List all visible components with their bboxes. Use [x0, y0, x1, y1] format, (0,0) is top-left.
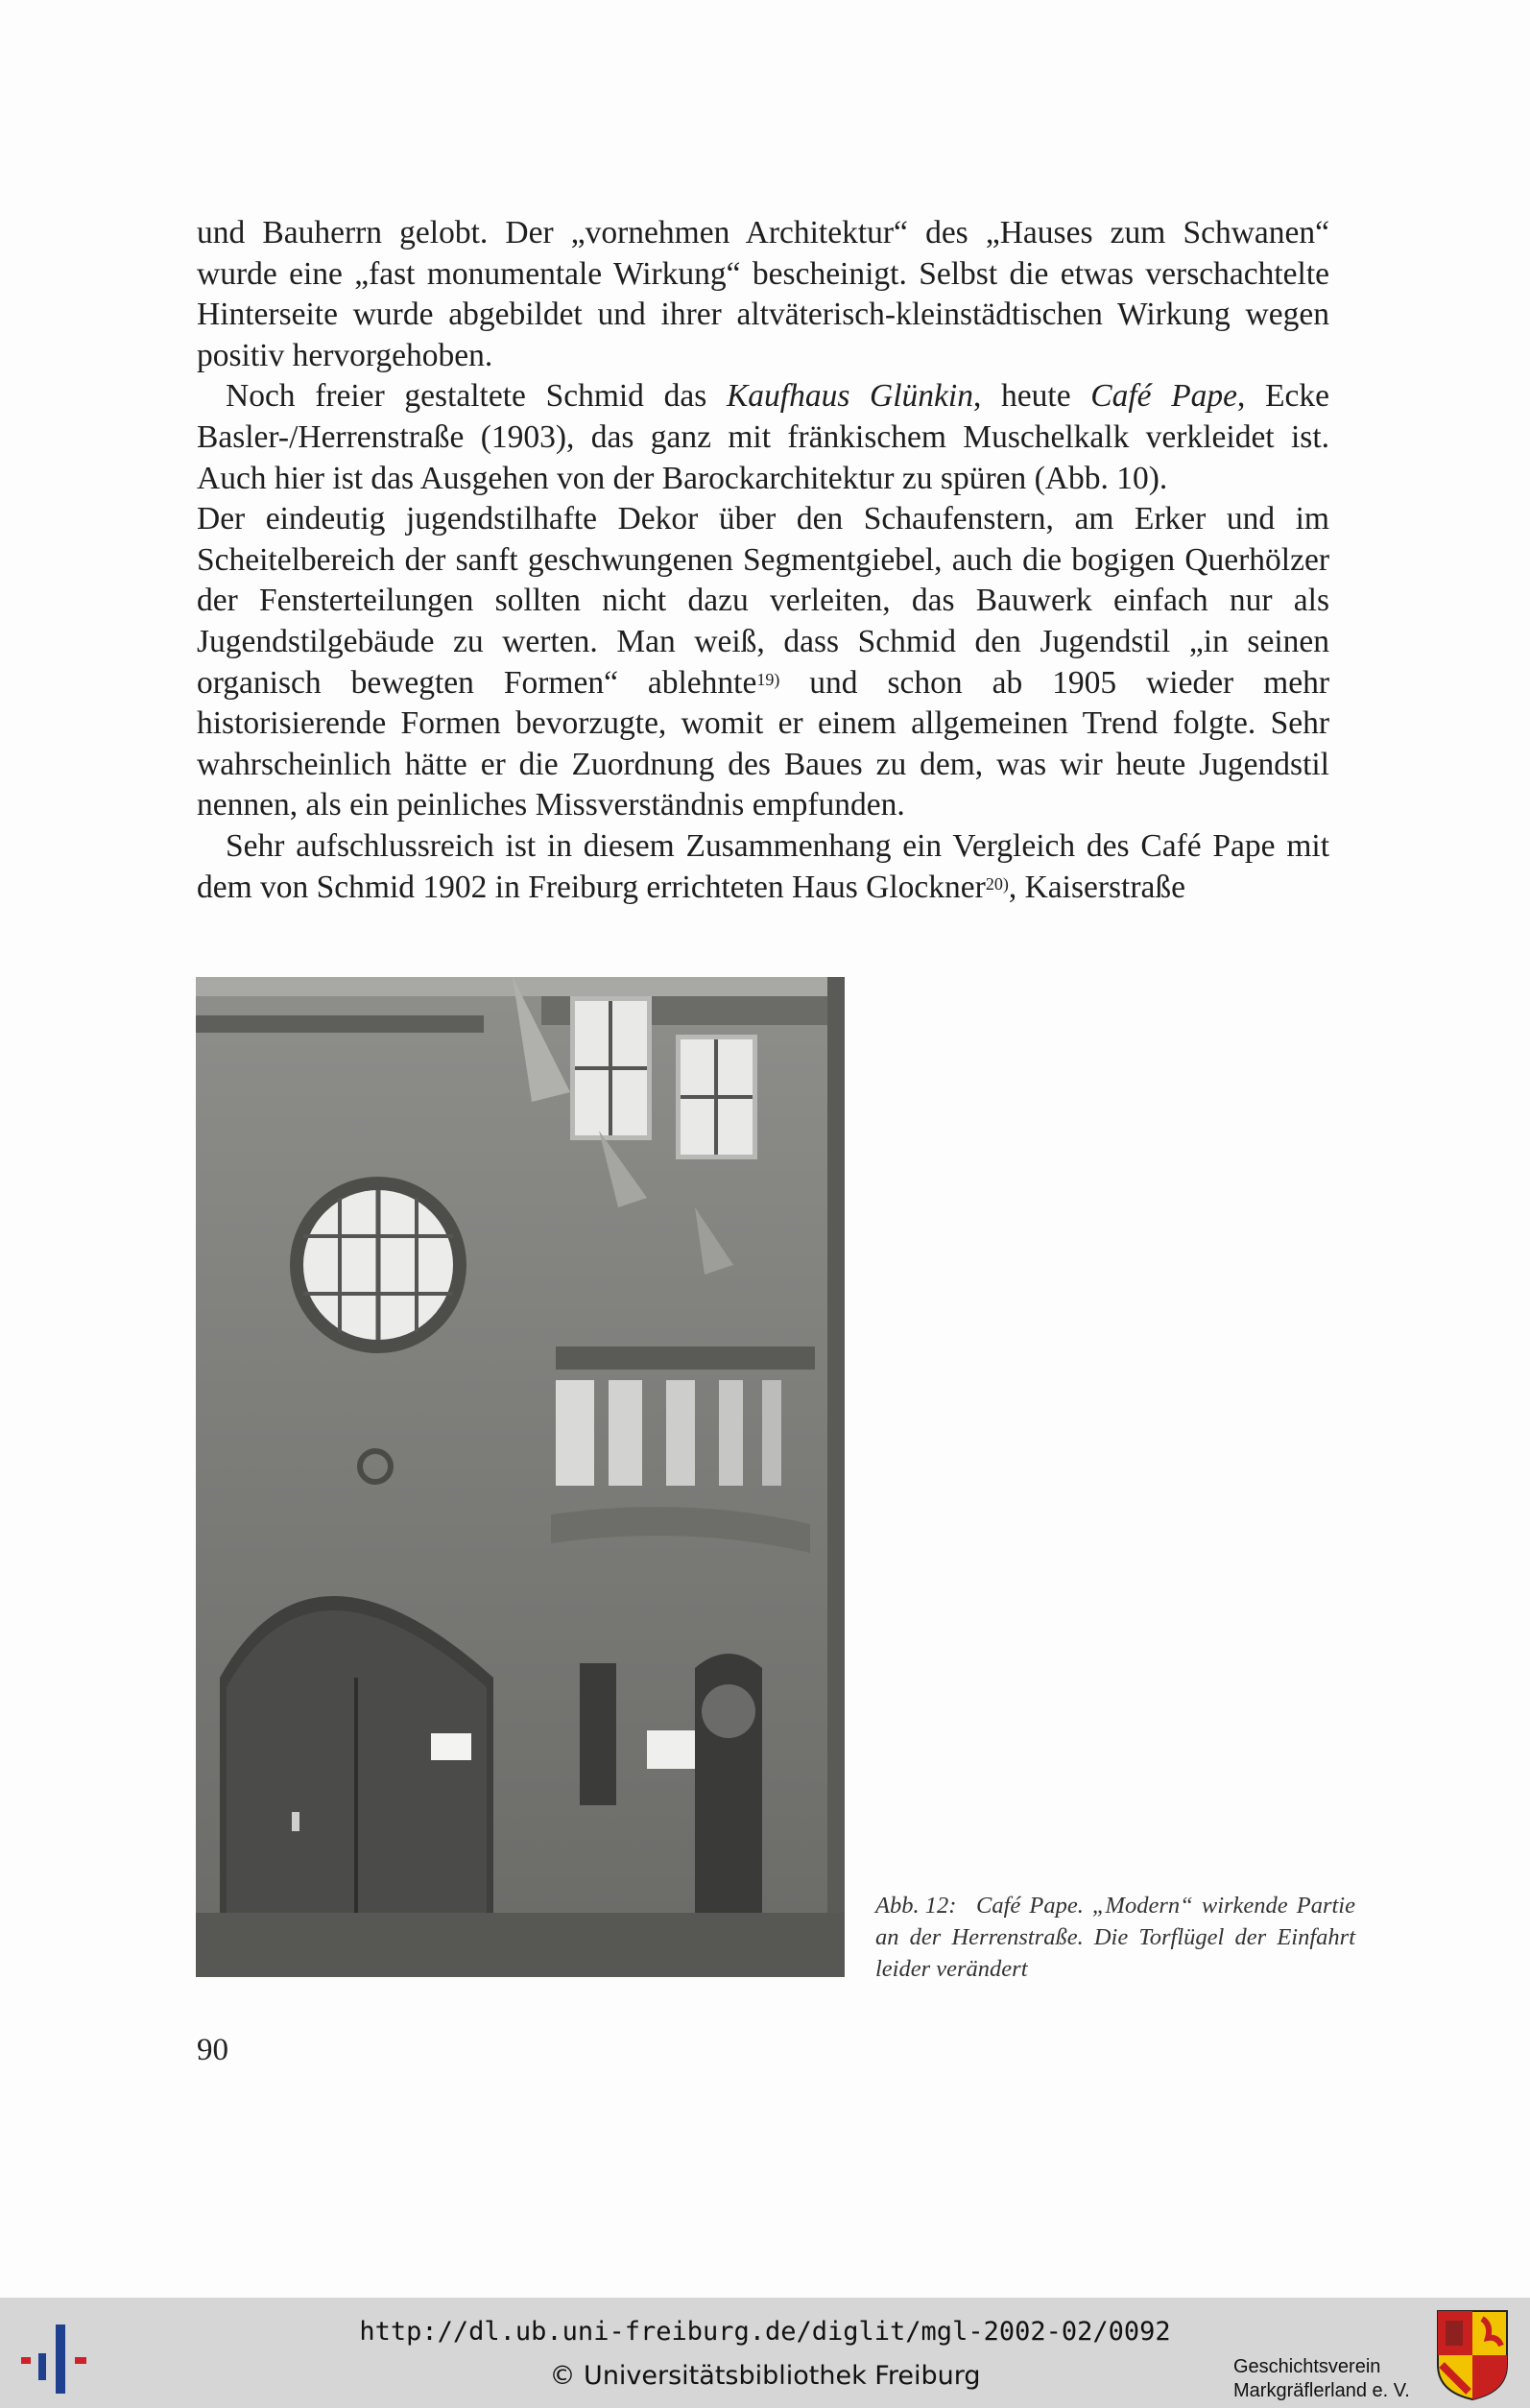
paragraph-4-text-b: , Kaiserstraße [1008, 869, 1185, 905]
paragraph-3-text-b: und schon ab 1905 wieder mehr historisierende Formen bevorzugte, womit er einem allgemeinen Trend folgte. Sehr wahrscheinlich hätte er die Zuordnung des Baues zu dem, was wir heute Jugendstil nennen, als ein peinliches Missverständnis empfunden. [197, 664, 1329, 823]
figure-caption [875, 1890, 1355, 1985]
caption-label: Abb. 12: [875, 1893, 957, 1919]
society-name-line-2: Markgräflerland e. V. [1233, 2380, 1410, 2401]
paragraph-4 [197, 826, 1329, 908]
paragraph-2 [197, 376, 1329, 499]
footnote-ref-20: 20) [985, 873, 1009, 894]
footnote-ref-19: 19) [756, 669, 780, 689]
caption-text: Café Pape. „Modern“ wirkende Partie an der Herrenstraße. Die Torflügel der Einfahrt leider verändert [875, 1893, 1355, 1982]
paragraph-3-text-a: Der eindeutig jugendstilhafte Dekor über den Schaufenstern, am Erker und im Scheitelbereich der sanft geschwungenen Segmentgiebel, auch die bogigen Querhölzer der Fensterteilungen sollten nicht dazu verleiten, das Bauwerk einfach nur als Jugendstilgebäude zu werten. Man weiß, dass Schmid den Jugendstil „in seinen organisch bewegten Formen“ ablehnte [197, 501, 1329, 701]
paragraph-4-text-a: Sehr aufschlussreich ist in diesem Zusammenhang ein Vergleich des Café Pape mit dem von Schmid 1902 in Freiburg errichteten Haus Glockner [197, 827, 1329, 905]
paragraph-2-text-c: , Ecke Basler-/Herrenstraße (1903), das ganz mit fränkischem Muschelkalk verkleidet ist. Auch hier ist das Ausgehen von der Barockarchitektur zu spüren (Abb. 10). [197, 378, 1330, 496]
society-name [1233, 2355, 1410, 2403]
paragraph-1-text: und Bauherrn gelobt. Der „vornehmen Architektur“ des „Hauses zum Schwanen“ wurde eine „fast monumentale Wirkung“ bescheinigt. Selbst die etwas verschachtelte Hinterseite wurde abgebildet und ihrer altväterisch-kleinstädtischen Wirkung wegen positiv hervorgehoben. [197, 215, 1329, 373]
library-copyright: © Universitätsbibliothek Freiburg [549, 2361, 981, 2391]
kaufhaus-name: Kaufhaus Glünkin [726, 378, 973, 415]
paragraph-3 [197, 499, 1329, 826]
document-url-link[interactable]: http://dl.ub.uni-freiburg.de/diglit/mgl-2002-02/0092 [359, 2317, 1171, 2347]
cafe-name: Café Pape [1090, 378, 1238, 415]
paragraph-2-text-a: Noch freier gestaltete Schmid das [226, 378, 727, 415]
society-name-line-1: Geschichtsverein [1233, 2356, 1381, 2377]
paragraph-1 [197, 213, 1329, 376]
paragraph-2-text-b: , heute [972, 378, 1091, 415]
page-number: 90 [197, 2033, 228, 2067]
coat-of-arms-icon [1434, 2307, 1511, 2401]
building-photo [196, 977, 845, 1977]
viewer-footer [0, 2298, 1530, 2408]
body-text [197, 213, 1329, 908]
